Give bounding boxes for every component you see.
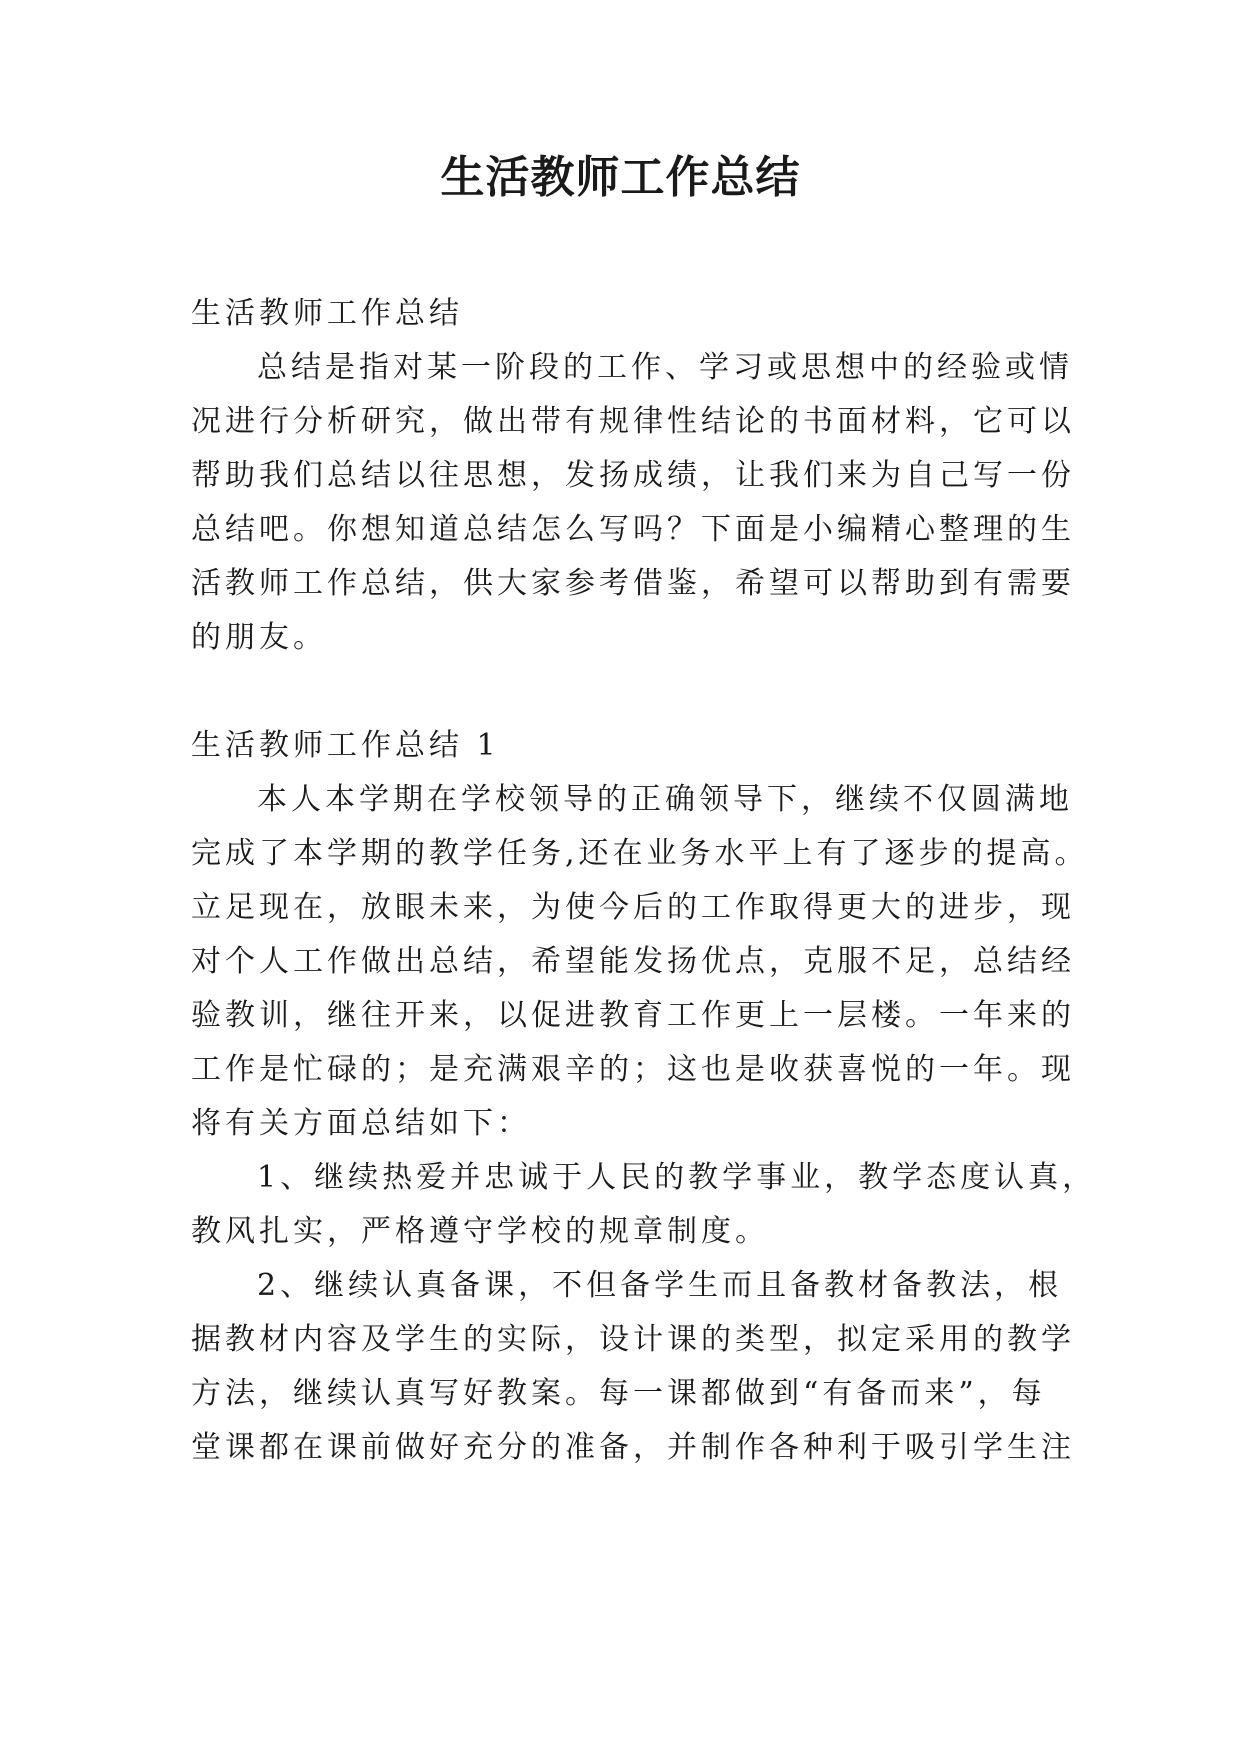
list-item-line: 教风扎实，严格遵守学校的规章制度。: [191, 1214, 769, 1249]
intro-line: 帮助我们总结以往思想，发扬成绩，让我们来为自己写一份: [191, 458, 1075, 493]
paragraph-spacer: [191, 665, 1058, 719]
list-item-line: 据教材内容及学生的实际，设计课的类型，拟定采用的教学: [191, 1322, 1075, 1357]
intro-paragraph: [191, 341, 1075, 665]
list-item-line: 方法，继续认真写好教案。每一课都做到“有备而来”，每: [191, 1376, 1046, 1411]
section-heading: 生活教师工作总结 1: [191, 728, 500, 763]
paragraph-line: 工作是忙碌的；是充满艰辛的；这也是收获喜悦的一年。现: [191, 1052, 1075, 1087]
paragraph-line: 对个人工作做出总结，希望能发扬优点，克服不足，总结经: [191, 944, 1075, 979]
intro-line: 活教师工作总结，供大家参考借鉴，希望可以帮助到有需要: [191, 566, 1075, 601]
list-item-line: 2、继续认真备课，不但备学生而且备教材备教法，根: [257, 1268, 1063, 1303]
intro-line: 总结是指对某一阶段的工作、学习或思想中的经验或情: [257, 350, 1073, 385]
paragraph-line: 验教训，继往开来，以促进教育工作更上一层楼。一年来的: [191, 998, 1075, 1033]
document-body: [191, 287, 1097, 1475]
list-item-1: [191, 1151, 1097, 1259]
list-item-line: 1、继续热爱并忠诚于人民的教学事业，教学态度认真，: [257, 1160, 1097, 1195]
document-subtitle: 生活教师工作总结: [191, 296, 463, 331]
intro-line: 况进行分析研究，做出带有规律性结论的书面材料，它可以: [191, 404, 1075, 439]
list-item-line: 堂课都在课前做好充分的准备，并制作各种利于吸引学生注: [191, 1430, 1075, 1465]
intro-line: 总结吧。你想知道总结怎么写吗？下面是小编精心整理的生: [191, 512, 1075, 547]
intro-line: 的朋友。: [191, 620, 327, 655]
paragraph-line: 立足现在，放眼未来，为使今后的工作取得更大的进步，现: [191, 890, 1075, 925]
document-title: 生活教师工作总结: [440, 152, 801, 203]
paragraph-line: 将有关方面总结如下：: [191, 1106, 531, 1141]
section1-paragraph: [191, 773, 1089, 1151]
paragraph-line: 完成了本学期的教学任务,还在业务水平上有了逐步的提高。: [191, 836, 1089, 871]
list-item-2: [191, 1259, 1075, 1475]
paragraph-line: 本人本学期在学校领导的正确领导下，继续不仅圆满地: [257, 782, 1073, 817]
